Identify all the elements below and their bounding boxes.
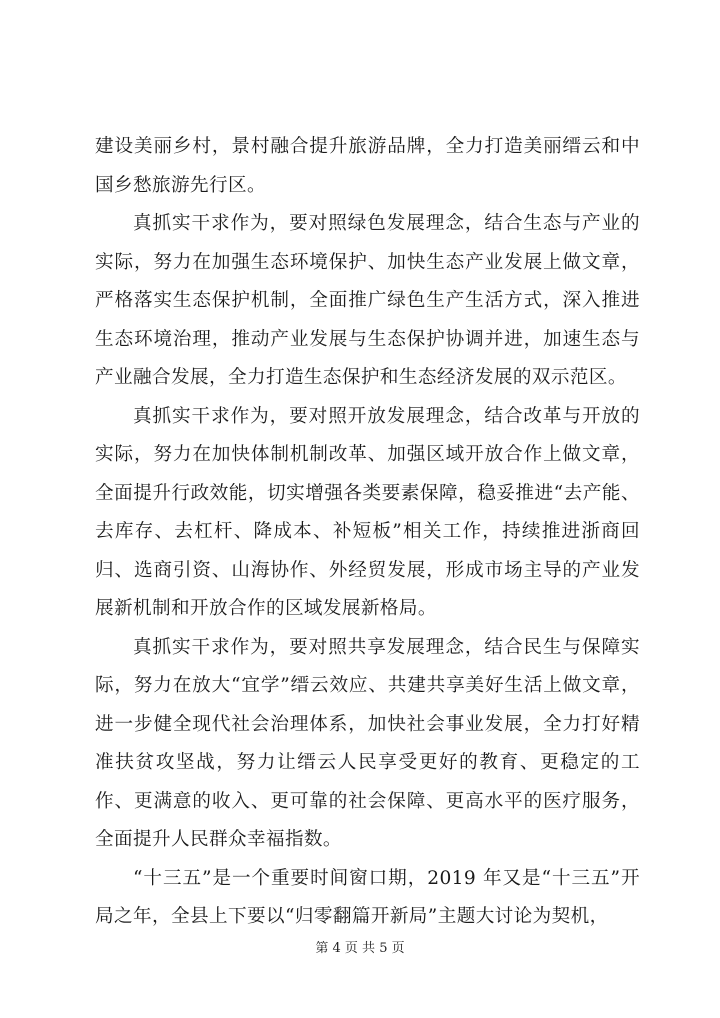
page-number-footer: 第 4 页 共 5 页 — [315, 941, 405, 956]
paragraph-green-development: 真抓实干求作为，要对照绿色发展理念，结合生态与产业的实际，努力在加强生态环境保护、加快生态产业发展上做文章，严格落实生态保护机制，全面推广绿色生产生活方式，深入推进生态环境治理，推动产业发展与生态保护协调并进，加速生态与产业融合发展，全力打造生态保护和生态经济发展的双示范区。 — [95, 213, 640, 388]
document-body — [95, 128, 640, 937]
paragraph-open-development: 真抓实干求作为，要对照开放发展理念，结合改革与开放的实际，努力在加快体制机制改革、加强区域开放合作上做文章，全面提升行政效能，切实增强各类要素保障，稳妥推进“去产能、去库存、去杠杆、降成本、补短板”相关工作，持续推进浙商回归、选商引资、山海协作、外经贸发展，形成市场主导的产业发展新机制和开放合作的区域发展新格局。 — [95, 405, 640, 619]
paragraph-thirteenth-five-year: “十三五”是一个重要时间窗口期，2019 年又是“十三五”开局之年，全县上下要以“归零翻篇开新局”主题大讨论为契机， — [95, 867, 640, 927]
paragraph-shared-development: 真抓实干求作为，要对照共享发展理念，结合民生与保障实际，努力在放大“宜学”缙云效应、共建共享美好生活上做文章，进一步健全现代社会治理体系，加快社会事业发展，全力打好精准扶贫攻坚战，努力让缙云人民享受更好的教育、更稳定的工作、更满意的收入、更可靠的社会保障、更高水平的医疗服务，全面提升人民群众幸福指数。 — [95, 636, 640, 850]
paragraph-continuation: 建设美丽乡村，景村融合提升旅游品牌，全力打造美丽缙云和中国乡愁旅游先行区。 — [95, 136, 640, 196]
